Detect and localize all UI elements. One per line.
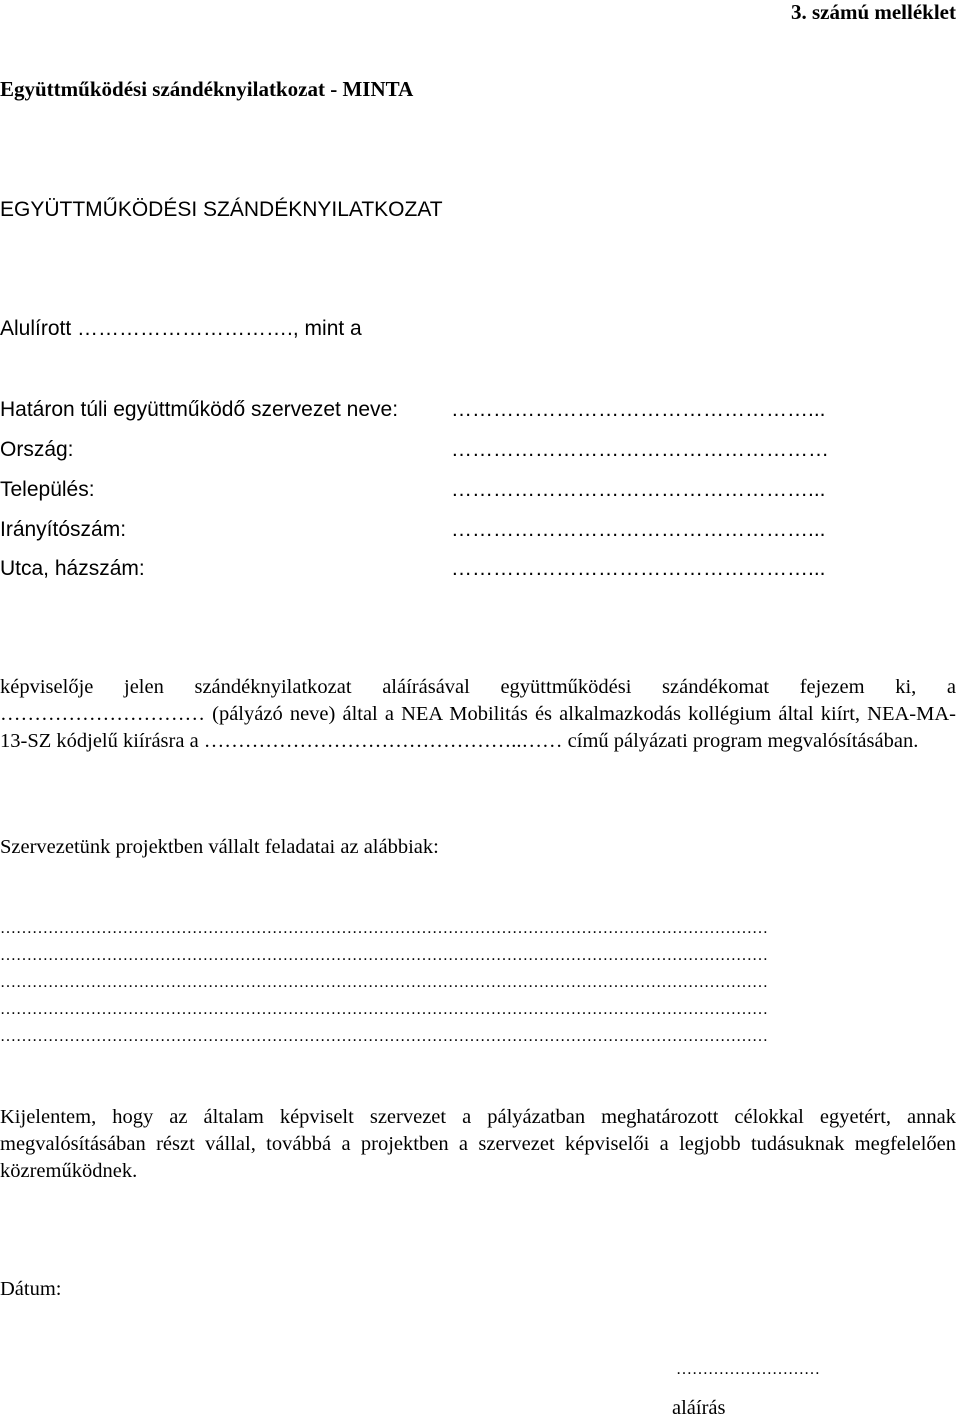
field-label-organization-name: Határon túli együttműködő szervezet neve: [0,398,399,421]
document-title: Együttműködési szándéknyilatkozat - MINTA [0,77,414,101]
field-label-settlement: Település: [0,478,95,501]
task-line: ……………………………………………………………………………………………………………………………… [0,920,768,937]
field-value-settlement: ……………………………………………... [451,478,826,501]
intro-line: Alulírott …………………………., mint a [0,317,362,340]
signature-label: aláírás [672,1397,726,1419]
field-value-organization-name: ……………………………………………... [451,398,826,421]
field-label-country: Ország: [0,438,74,461]
field-label-street-address: Utca, házszám: [0,557,145,580]
field-value-country: ……………………………………………… [451,438,829,461]
tasks-heading: Szervezetünk projektben vállalt feladatai az alábbiak: [0,836,439,858]
declaration-heading: EGYÜTTMŰKÖDÉSI SZÁNDÉKNYILATKOZAT [0,198,443,221]
signature-line: ……………………… [676,1361,820,1378]
commitment-paragraph: Kijelentem, hogy az általam képviselt szervezet a pályázatban meghatározott célokkal egyetért, annak megvalósításában részt vállal, továbbá a projektben a szervezet képviselői a legjobb tudásuknak megfelelően közreműködnek. [0,1106,956,1182]
date-label: Dátum: [0,1278,62,1300]
annex-number: 3. számú melléklet [790,0,956,24]
task-line: ……………………………………………………………………………………………………………………………… [0,1001,768,1018]
field-value-postal-code: ……………………………………………... [451,518,826,541]
task-line: ……………………………………………………………………………………………………………………………… [0,947,768,964]
task-line: ……………………………………………………………………………………………………………………………… [0,1028,768,1045]
cooperation-paragraph: képviselője jelen szándéknyilatkozat aláírásával együttműködési szándékomat fejezem ki, a ………………………… (pályázó neve) által a NEA Mobilitás és alkalmazkodás kollégium által kiírt, NEA-MA-13-SZ kódjelű kiírásra a ………………………………………..…… című pályázati program megvalósításában. [0,676,956,752]
field-value-street-address: ……………………………………………... [451,557,826,580]
task-line: ……………………………………………………………………………………………………………………………… [0,974,768,991]
field-label-postal-code: Irányítószám: [0,518,127,541]
